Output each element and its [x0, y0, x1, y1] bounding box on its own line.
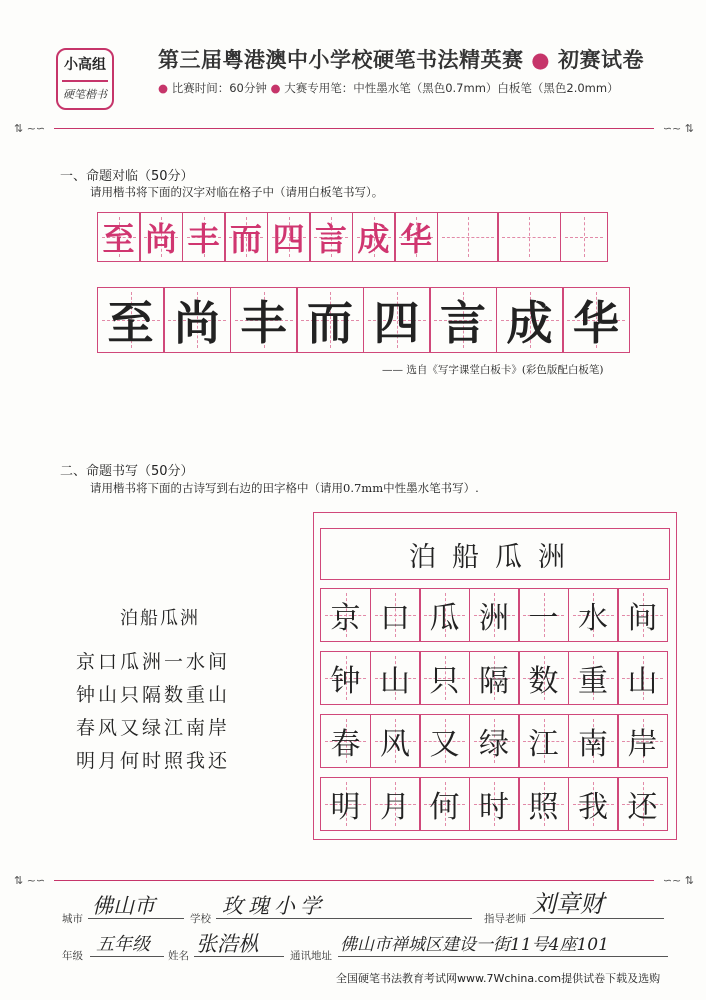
written-char: 水: [578, 601, 608, 636]
underline: [530, 918, 664, 919]
underline: [338, 956, 668, 957]
written-char: 口: [380, 601, 410, 636]
copy-char-row: [98, 287, 630, 353]
name-label: 姓名: [168, 950, 189, 962]
writing-cell: [617, 651, 668, 705]
copied-char: 四: [373, 296, 420, 350]
written-char: 数: [528, 664, 559, 699]
written-char: 一: [528, 601, 559, 636]
poem-line: 京口瓜洲一水间: [76, 651, 231, 673]
writing-cell: [617, 588, 668, 642]
writing-cell: [370, 714, 421, 768]
written-char: 洲: [479, 601, 509, 636]
written-char: 重: [578, 664, 608, 699]
written-char: 京: [330, 601, 361, 636]
model-char: 成: [357, 220, 390, 258]
name-field[interactable]: 张浩枞: [196, 932, 259, 956]
copy-cell: [230, 287, 298, 353]
teacher-label: 指导老师: [484, 913, 526, 925]
writing-cell: [419, 714, 470, 768]
source-note: —— 选自《写字课堂白板卡》(彩色版配白板笔): [382, 364, 604, 376]
badge-divider: [62, 80, 108, 82]
writing-cell: [469, 777, 520, 831]
cut-line-top: [14, 122, 694, 134]
writing-cell: [617, 777, 668, 831]
city-field[interactable]: 佛山市: [92, 894, 155, 918]
written-char: 间: [627, 601, 658, 636]
written-char: 月: [380, 790, 410, 825]
written-char: 又: [429, 727, 460, 762]
title-main: 第三届粤港澳中小学校硬笔书法精英赛: [158, 48, 524, 72]
model-cell: [267, 212, 311, 262]
copied-char: 华: [573, 296, 619, 350]
model-char: 言: [314, 220, 347, 258]
model-char: 丰: [187, 220, 220, 258]
writing-cell: [568, 777, 619, 831]
section2-instruction: 请用楷书将下面的古诗写到右边的田字格中（请用0.7mm中性墨水笔书写）.: [90, 481, 479, 495]
written-char: 山: [627, 664, 658, 699]
model-cell: [139, 212, 183, 262]
writing-cell: [518, 588, 569, 642]
underline: [88, 918, 184, 919]
written-char: 只: [429, 664, 460, 699]
model-cell: [97, 212, 141, 262]
page-title: [158, 44, 644, 74]
writing-cell: [370, 588, 421, 642]
written-char: 何: [429, 790, 460, 825]
grade-label: 年级: [62, 950, 83, 962]
writing-cell: [617, 714, 668, 768]
copied-char: 而: [307, 296, 353, 350]
copy-cell: [163, 287, 231, 353]
copy-cell: [496, 287, 564, 353]
writing-cell: [568, 714, 619, 768]
model-char-row: [98, 212, 608, 262]
grade-field[interactable]: 五年级: [96, 934, 150, 955]
badge-group-label: 小高组: [64, 57, 106, 73]
written-char: 瓜: [429, 601, 460, 636]
writing-cell: [419, 588, 470, 642]
written-char: 我: [578, 790, 608, 825]
copy-cell: [429, 287, 497, 353]
model-cell: [560, 212, 608, 262]
model-char: 而: [229, 220, 262, 258]
model-cell: [182, 212, 226, 262]
copied-char: 丰: [240, 296, 287, 350]
writing-cell: [320, 714, 371, 768]
written-char: 绿: [479, 727, 509, 762]
scissor-icon: ∽~ ⇅: [662, 122, 694, 135]
section1-instruction: 请用楷书将下面的汉字对临在格子中（请用白板笔书写）。: [90, 185, 384, 199]
written-char: 山: [380, 664, 410, 699]
scissor-icon: ⇅ ~∽: [14, 874, 46, 887]
written-char: 春: [330, 727, 361, 762]
written-char: 江: [528, 727, 559, 762]
footer-note: 全国硬笔书法教育考试网www.7Wchina.com提供试卷下载及选购: [336, 972, 661, 985]
model-cell: [497, 212, 561, 262]
copied-char: 言: [440, 296, 486, 350]
writing-cell: [518, 651, 569, 705]
writing-cell: [320, 651, 371, 705]
written-char: 钟: [330, 664, 361, 699]
title-suffix: 初赛试卷: [557, 48, 644, 72]
written-title-box: [320, 528, 670, 580]
copy-cell: [97, 287, 165, 353]
written-char: 风: [380, 727, 410, 762]
written-char: 岸: [627, 727, 658, 762]
copied-char: 至: [107, 296, 154, 350]
model-char: 四: [272, 220, 305, 258]
writing-cell: [518, 714, 569, 768]
bullet-icon: ●: [270, 81, 281, 95]
writing-row: [320, 651, 668, 705]
writing-cell: [469, 588, 520, 642]
underline: [216, 918, 472, 919]
written-char: 照: [528, 790, 559, 825]
city-label: 城市: [62, 913, 83, 925]
model-cell: [309, 212, 353, 262]
school-field[interactable]: 玫瑰小学: [222, 894, 326, 918]
section2-heading: 二、命题书写（50分）: [60, 464, 194, 479]
scissor-icon: ⇅ ~∽: [14, 122, 46, 135]
written-char: 南: [578, 727, 608, 762]
writing-cell: [419, 777, 470, 831]
copied-char: 成: [506, 296, 553, 350]
bullet-icon: ●: [523, 48, 558, 72]
writing-row: [320, 588, 668, 642]
writing-row: [320, 777, 668, 831]
exam-pens: 大赛专用笔：中性墨水笔（黑色0.7mm）白板笔（黑色2.0mm）: [284, 81, 619, 95]
badge-style-label: 硬笔楷书: [63, 88, 107, 101]
written-char: 隔: [479, 664, 509, 699]
writing-cell: [518, 777, 569, 831]
underline: [90, 956, 164, 957]
copy-cell: [296, 287, 364, 353]
written-char: 时: [479, 790, 509, 825]
writing-row: [320, 714, 668, 768]
model-cell: [437, 212, 499, 262]
writing-cell: [370, 651, 421, 705]
address-label: 通讯地址: [290, 950, 332, 962]
writing-cell: [469, 651, 520, 705]
poem-title: 泊船瓜洲: [120, 608, 200, 629]
group-badge: [56, 48, 114, 110]
exam-info: [158, 80, 619, 96]
writing-cell: [469, 714, 520, 768]
model-cell: [224, 212, 268, 262]
section1-heading: 一、命题对临（50分）: [60, 169, 194, 184]
writing-cell: [568, 588, 619, 642]
exam-time: 比赛时间：60分钟: [171, 81, 267, 95]
writing-cell: [568, 651, 619, 705]
poem-line: 春风又绿江南岸: [76, 717, 231, 739]
written-char: 明: [330, 790, 361, 825]
written-title: 泊船瓜洲: [409, 541, 581, 573]
scissor-icon: ∽~ ⇅: [662, 874, 694, 887]
copy-cell: [562, 287, 630, 353]
model-char: 至: [102, 220, 135, 258]
poem-line: 钟山只隔数重山: [76, 684, 231, 706]
address-field[interactable]: 佛山市禅城区建设一街11号4座101: [340, 935, 609, 955]
writing-cell: [419, 651, 470, 705]
writing-cell: [320, 588, 371, 642]
school-label: 学校: [190, 913, 211, 925]
copy-cell: [363, 287, 431, 353]
underline: [194, 956, 284, 957]
model-char: 尚: [144, 220, 177, 258]
model-cell: [394, 212, 438, 262]
bullet-icon: ●: [158, 81, 169, 95]
writing-cell: [320, 777, 371, 831]
written-char: 还: [627, 790, 658, 825]
writing-cell: [370, 777, 421, 831]
model-char: 华: [399, 220, 432, 258]
poem-line: 明月何时照我还: [76, 750, 231, 772]
copied-char: 尚: [174, 296, 220, 350]
teacher-field[interactable]: 刘章财: [532, 890, 604, 918]
model-cell: [352, 212, 396, 262]
